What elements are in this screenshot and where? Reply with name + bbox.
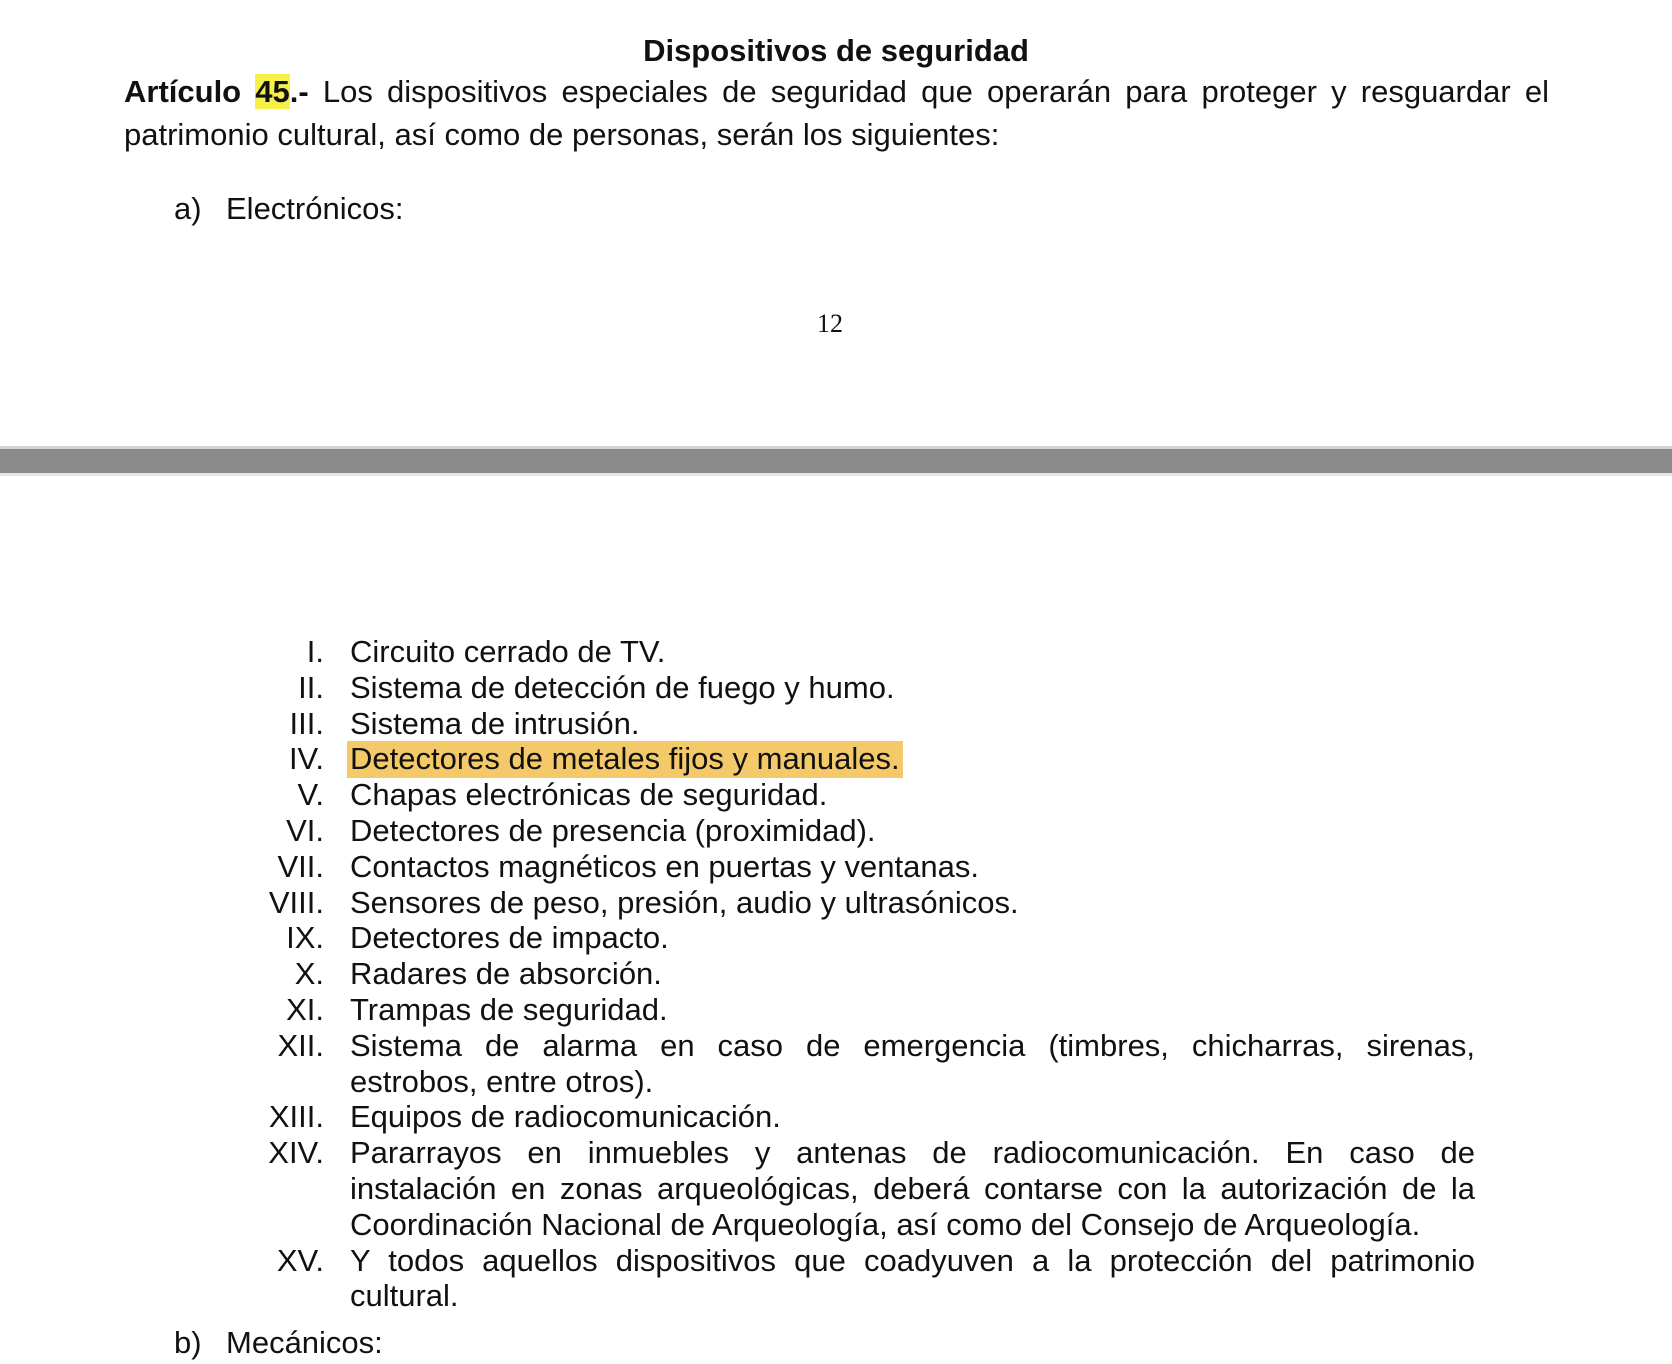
list-item [250,1099,1550,1135]
list-item [250,777,1550,813]
sub-item-marker: b) [174,1325,202,1360]
list-item-text: Y todos aquellos dispositivos que coadyuven a la protección del patrimonio cultural. [350,1242,1475,1314]
list-item-text: Detectores de impacto. [350,920,669,956]
list-item [250,849,1550,885]
list-item-text: Trampas de seguridad. [350,991,668,1027]
article-suffix: .- [289,74,309,109]
list-item-text: Equipos de radiocomunicación. [350,1099,781,1135]
list-item-number: XIII. [268,1099,324,1135]
list-item-text: Chapas electrónicas de seguridad. [350,777,828,813]
list-item [250,992,1550,1028]
list-item-text: Sistema de alarma en caso de emergencia (timbres, chicharras, sirenas, estrobos, entre otros). [350,1027,1475,1099]
article-body-text: Los dispositivos especiales de seguridad que operarán para proteger y resguardar el patrimonio cultural, así como de personas, serán los siguientes: [124,74,1549,152]
list-item-text: Circuito cerrado de TV. [350,634,666,669]
list-item-text: Sistema de detección de fuego y humo. [350,669,895,705]
list-item-number: IV. [288,741,324,777]
sub-item-label: Mecánicos: [226,1325,383,1360]
list-item-number: XI. [286,991,324,1027]
list-item-number: II. [298,669,324,705]
article-label: Artículo [124,74,242,109]
sub-item-mecanicos [174,1322,383,1364]
list-item [250,956,1550,992]
list-item-number: VI. [286,812,324,848]
list-item [250,706,1550,742]
list-item-number: X. [294,956,324,992]
list-item-number: VII. [277,848,324,884]
list-item [250,920,1550,956]
list-item-number: III. [289,705,324,741]
section-heading: Dispositivos de seguridad [643,33,1029,68]
list-item-text-highlight: Detectores de metales fijos y manuales. [347,741,903,778]
list-item-number: XII. [277,1027,324,1063]
list-item [250,1243,1550,1315]
list-item-text: Detectores de presencia (proximidad). [350,812,876,848]
article-number-highlight: 45 [255,74,290,109]
sub-item-electronicos [174,188,403,230]
list-item-number: XIV. [268,1135,324,1171]
list-item [250,1028,1550,1100]
list-item-number: VIII. [268,884,324,920]
list-item-text: Sensores de peso, presión, audio y ultrasónicos. [350,884,1019,920]
list-item-number: IX. [286,920,324,956]
sub-item-label: Electrónicos: [226,191,404,226]
list-item [250,813,1550,849]
page-number: 12 [817,309,843,338]
electronic-devices-list [250,634,1550,1314]
document-page-12 [0,0,1672,446]
list-item-text: Radares de absorción. [350,956,662,992]
list-item [250,670,1550,706]
page-separator [0,446,1672,476]
list-item-text: Pararrayos en inmuebles y antenas de radiocomunicación. En caso de instalación en zonas arqueológicas, deberá contarse con la autorización de la Coordinación Nacional de Arqueología, así como del Consejo de Arqueología. [350,1135,1475,1242]
list-item-text-wrap [350,741,1475,777]
list-item-number: V. [297,777,324,813]
sub-item-marker: a) [174,191,202,226]
list-item-number: XV. [276,1242,324,1278]
list-item-text: Contactos magnéticos en puertas y ventanas. [350,848,979,884]
article-45-paragraph [124,70,1549,156]
list-item-text: Sistema de intrusión. [350,705,640,741]
list-item [250,634,1550,670]
list-item [250,1135,1550,1242]
list-item-highlighted [250,741,1550,777]
list-item-number: I. [306,634,324,669]
list-item [250,885,1550,921]
